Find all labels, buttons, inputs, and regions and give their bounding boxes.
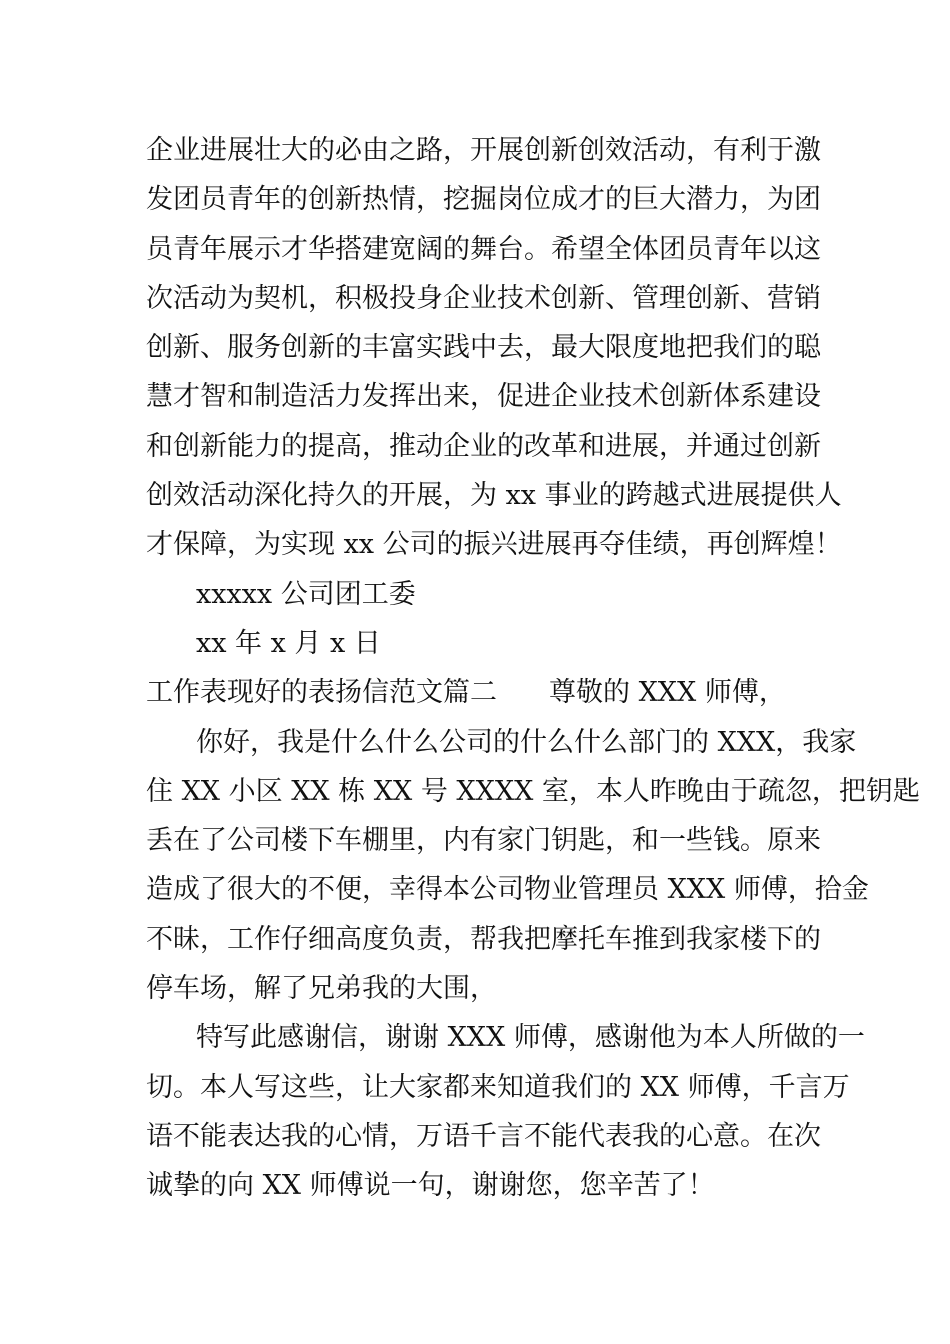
signature-date: xx 年 x 月 x 日 — [196, 627, 381, 659]
paragraph-1-line: 创效活动深化持久的开展，为 xx 事业的跨越式进展提供人 — [146, 480, 842, 512]
paragraph-1-line: 创新、服务创新的丰富实践中去，最大限度地把我们的聪 — [146, 332, 821, 364]
paragraph-3-line: 特写此感谢信，谢谢 XXX 师傅，感谢他为本人所做的一 — [196, 1022, 865, 1054]
signature-org: xxxxx 公司团工委 — [196, 578, 416, 610]
document-body — [146, 126, 920, 1211]
paragraph-1-line: 才保障，为实现 xx 公司的振兴进展再夺佳绩，再创辉煌！ — [146, 529, 842, 561]
paragraph-2-line: 不昧，工作仔细高度负责，帮我把摩托车推到我家楼下的 — [146, 923, 821, 955]
paragraph-2-line: 造成了很大的不便，幸得本公司物业管理员 XXX 师傅，拾金 — [146, 874, 869, 906]
paragraph-1-line: 员青年展示才华搭建宽阔的舞台。希望全体团员青年以这 — [146, 233, 821, 265]
section-heading — [146, 668, 810, 717]
paragraph-2-line: 住 XX 小区 XX 栋 XX 号 XXXX 室，本人昨晚由于疏忽，把钥匙 — [146, 775, 920, 807]
paragraph-2-line: 丢在了公司楼下车棚里，内有家门钥匙，和一些钱。原来 — [146, 825, 821, 857]
paragraph-1-line: 发团员青年的创新热情，挖掘岗位成才的巨大潜力，为团 — [146, 184, 821, 216]
paragraph-1-line: 和创新能力的提高，推动企业的改革和进展，并通过创新 — [146, 430, 821, 462]
section-title: 工作表现好的表扬信范文篇二 — [146, 677, 497, 709]
paragraph-2-line: 停车场，解了兄弟我的大围， — [146, 973, 497, 1005]
paragraph-1-line: 企业进展壮大的必由之路，开展创新创效活动，有利于激 — [146, 135, 821, 166]
paragraph-1-line: 次活动为契机，积极投身企业技术创新、管理创新、营销 — [146, 282, 821, 314]
paragraph-2-line: 你好，我是什么什么公司的什么什么部门的 XXX，我家 — [196, 726, 857, 758]
paragraph-1-line: 慧才智和制造活力发挥出来，促进企业技术创新体系建设 — [146, 381, 821, 413]
paragraph-3-line: 切。本人写这些，让大家都来知道我们的 XX 师傅，千言万 — [146, 1071, 850, 1103]
salutation: 尊敬的 XXX 师傅， — [549, 677, 786, 709]
paragraph-3-line: 诚挚的向 XX 师傅说一句，谢谢您，您辛苦了！ — [146, 1170, 715, 1202]
paragraph-3-line: 语不能表达我的心情，万语千言不能代表我的心意。在次 — [146, 1120, 821, 1152]
